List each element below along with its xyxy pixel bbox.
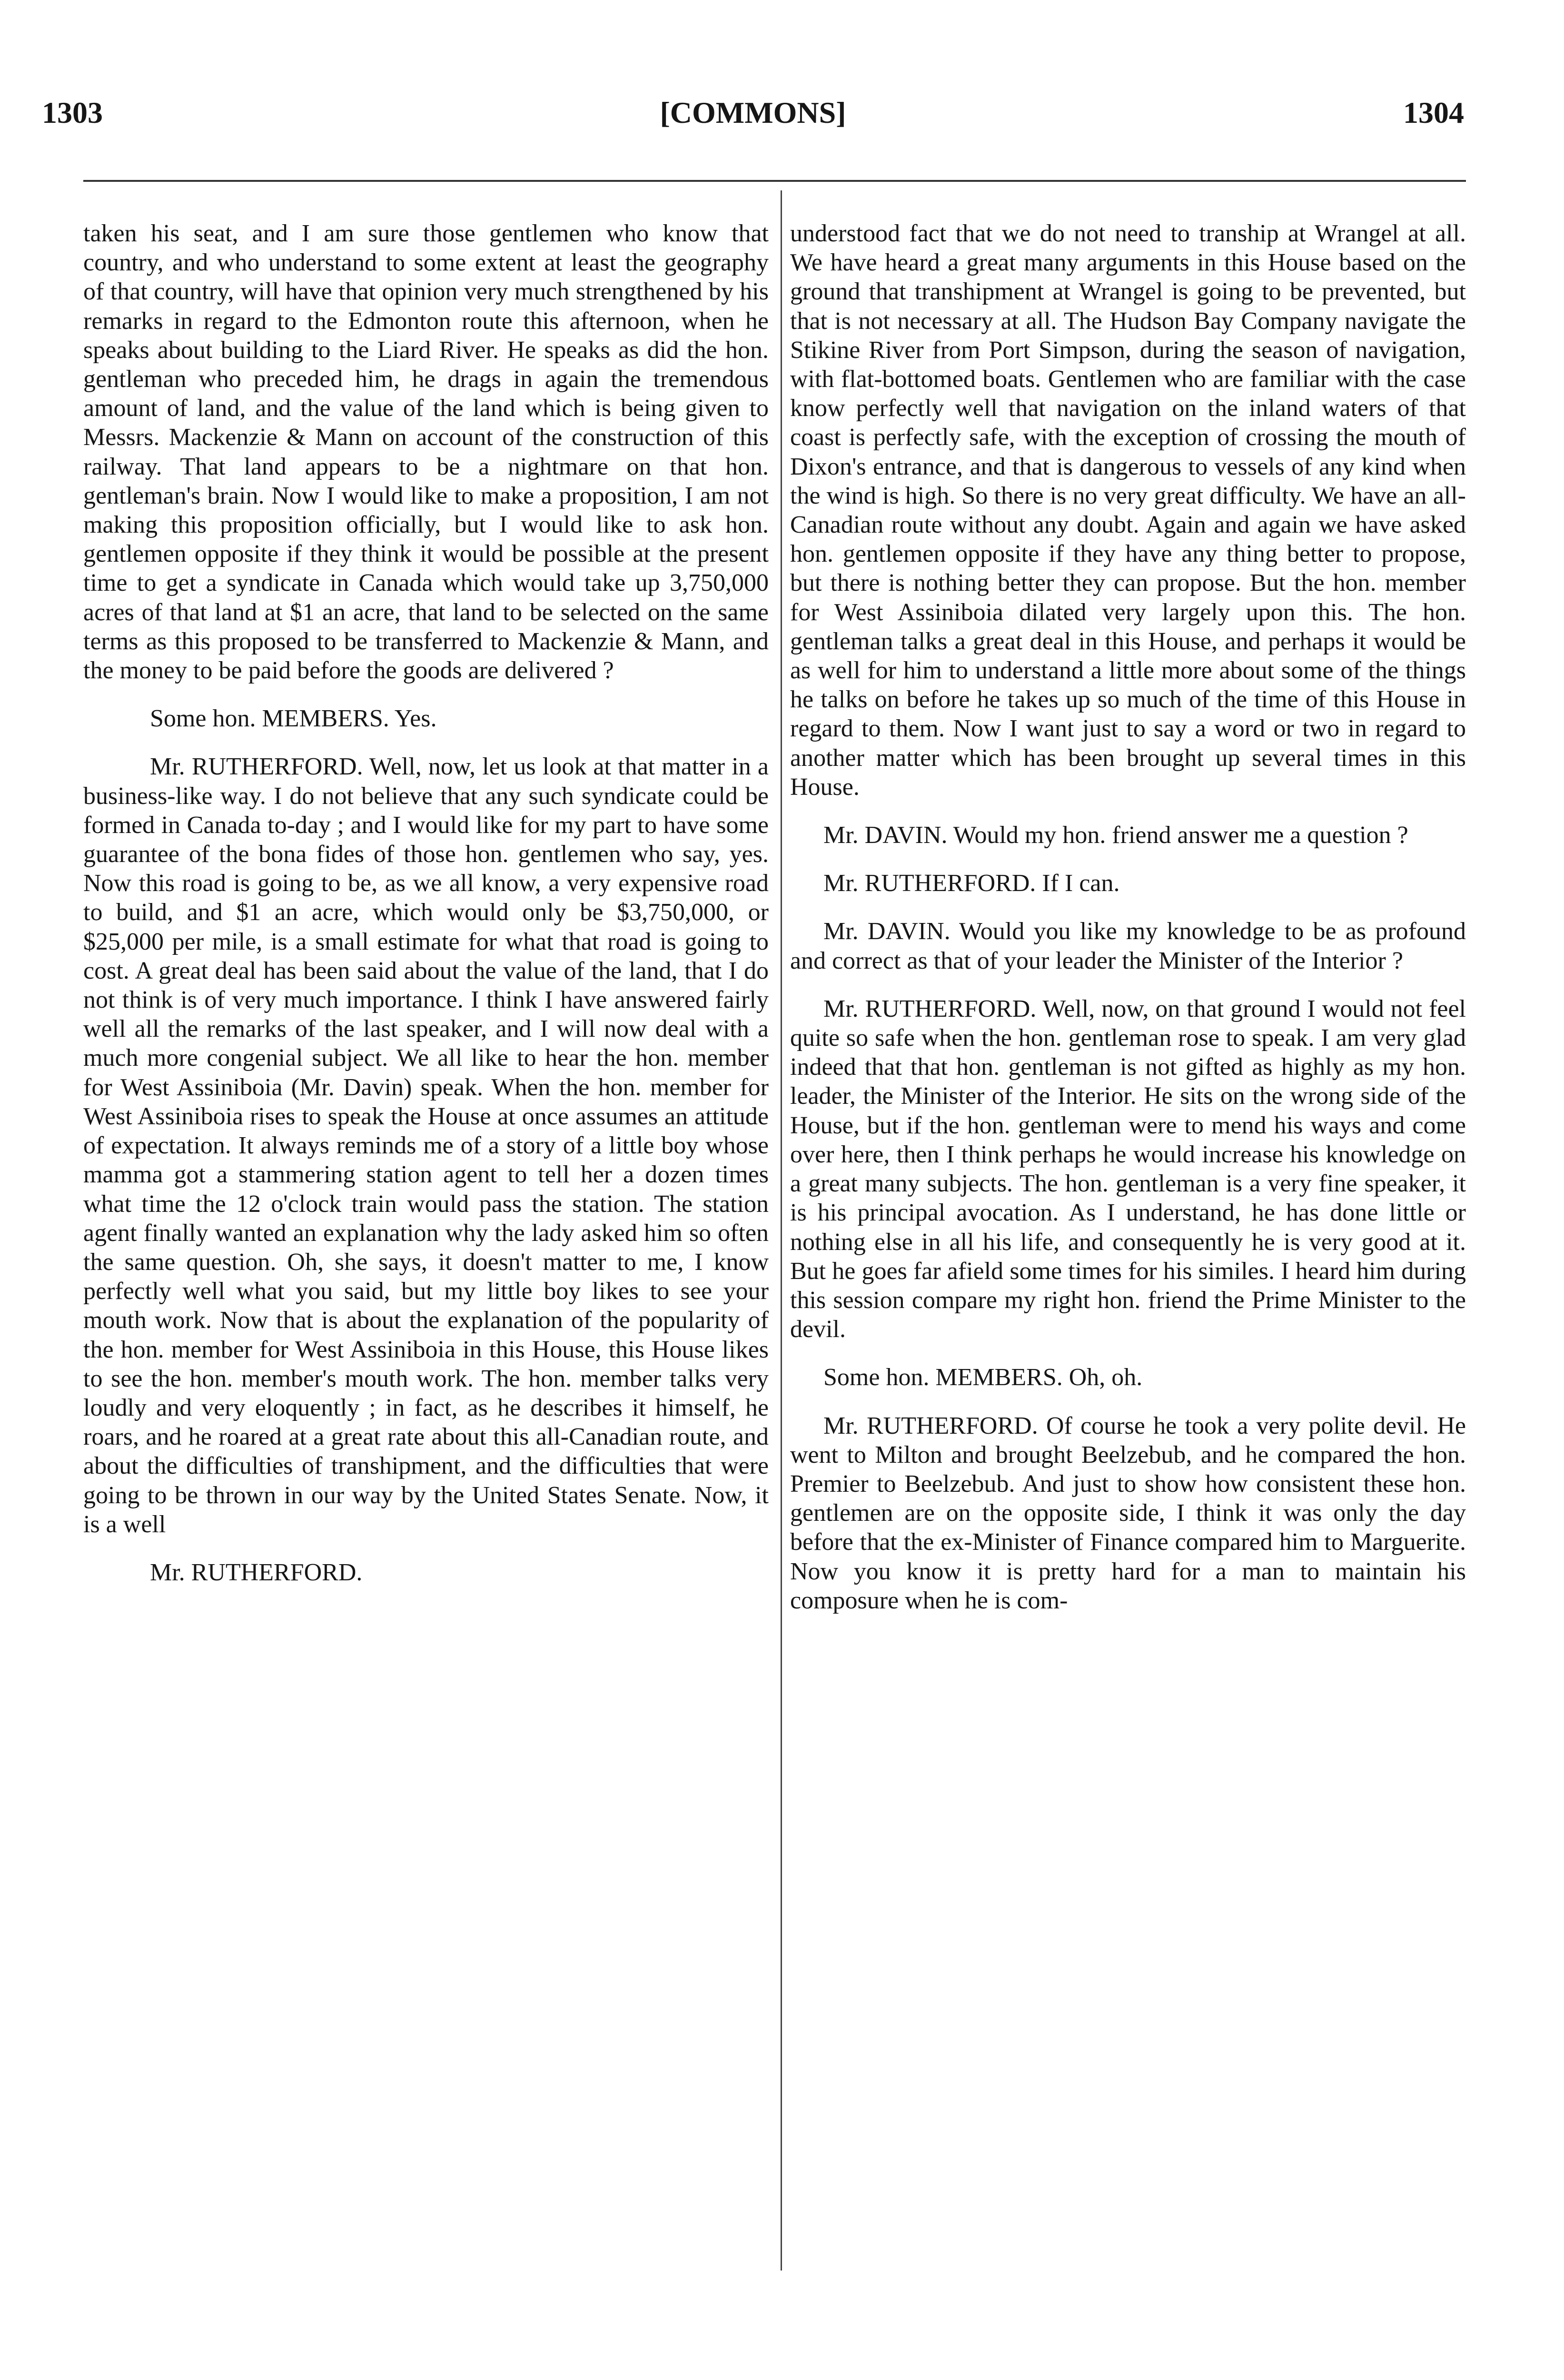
page-number-right: 1304 xyxy=(1403,96,1464,129)
right-paragraph-7: Mr. RUTHERFORD. Of course he took a very polite devil. He went to Milton and brought Beelzebub, and he compared the hon. Premier to Beelzebub. And just to show how consistent these hon. gentlemen are on the opposite side, I think it was only the day before that the ex-Minister of Finance compared him to Marguerite. Now you know it is pretty hard for a man to maintain his composure when he is com- xyxy=(790,1412,1466,1614)
left-paragraph-1: taken his seat, and I am sure those gentlemen who know that country, and who understand to some extent at least the geography of that country, will have that opinion very much strengthened by his remarks in regard to the Edmonton route this afternoon, when he speaks about building to the Liard River. He speaks as did the hon. gentleman who preceded him, he drags in again the tremendous amount of land, and the value of the land which is being given to Messrs. Mackenzie & Mann on account of the construction of this railway. That land appears to be a nightmare on that hon. gentleman's brain. Now I would like to make a proposition, I am not making this proposition officially, but I would like to ask hon. gentlemen opposite if they think it would be possible at the present time to get a syndicate in Canada which would take up 3,750,000 acres of that land at $1 an acre, that land to be selected on the same terms as this proposed to be transferred to Mackenzie & Mann, and the money to be paid before the goods are delivered ? xyxy=(83,220,769,684)
header-rule xyxy=(83,180,1466,182)
right-paragraph-1: understood fact that we do not need to tranship at Wrangel at all. We have heard a great many arguments in this House based on the ground that transhipment at Wrangel is going to be prevented, but that is not necessary at all. The Hudson Bay Company navigate the Stikine River from Port Simpson, during the season of navigation, with flat-bottomed boats. Gentlemen who are familiar with the case know perfectly well that navigation on the inland waters of that coast is perfectly safe, with the exception of crossing the mouth of Dixon's entrance, and that is dangerous to vessels of any kind when the wind is high. So there is no very great difficulty. We have an all-Canadian route without any doubt. Again and again we have asked hon. gentlemen opposite if they have any thing better to propose, but there is nothing better they can propose. But the hon. member for West Assiniboia dilated very largely upon this. The hon. gentleman talks a great deal in this House, and perhaps it would be as well for him to understand a little more about some of the things he talks on before he takes up so much of the time of this House in regard to them. Now I want just to say a word or two in regard to another matter which has been brought up several times in this House. xyxy=(790,220,1466,801)
left-paragraph-3: Mr. RUTHERFORD. Well, now, let us look at that matter in a business-like way. I do not believe that any such syndicate could be formed in Canada to-day ; and I would like for my part to have some guarantee of the bona fides of those hon. gentlemen who say, yes. Now this road is going to be, as we all know, a very expensive road to build, and $1 an acre, which would only be $3,750,000, or $25,000 per mile, is a small estimate for what that road is going to cost. A great deal has been said about the value of the land, that I do not think is of very much importance. I think I have answered fairly well all the remarks of the last speaker, and I will now deal with a much more congenial subject. We all like to hear the hon. member for West Assiniboia (Mr. Davin) speak. When the hon. member for West Assiniboia rises to speak the House at once assumes an attitude of expectation. It always reminds me of a story of a little boy whose mamma got a stammering station agent to tell her a dozen times what time the 12 o'clock train would pass the station. The station agent finally wanted an explanation why the lady asked him so often the same question. Oh, she says, it doesn't matter to me, I know perfectly well what you said, but my little boy likes to see your mouth work. Now that is about the explanation of the popularity of the hon. member for West Assiniboia in this House, this House likes to see the hon. member's mouth work. The hon. member talks very loudly and very eloquently ; in fact, as he describes it himself, he roars, and he roared at a great rate about this all-Canadian route, and about the difficulties of transhipment, and the difficulties that were going to be thrown in our way by the United States Senate. Now, it is a well xyxy=(83,753,769,1538)
right-paragraph-3: Mr. RUTHERFORD. If I can. xyxy=(823,870,1120,897)
right-paragraph-2: Mr. DAVIN. Would my hon. friend answer me a question ? xyxy=(823,822,1408,849)
right-paragraph-4: Mr. DAVIN. Would you like my knowledge to be as profound and correct as that of your leader the Minister of the Interior ? xyxy=(790,918,1466,974)
left-column xyxy=(83,219,769,2380)
left-paragraph-2: Some hon. MEMBERS. Yes. xyxy=(150,705,437,733)
right-column xyxy=(790,219,1466,2380)
right-paragraph-5: Mr. RUTHERFORD. Well, now, on that ground I would not feel quite so safe when the hon. gentleman rose to speak. I am very glad indeed that that hon. gentleman is not gifted as highly as my hon. leader, the Minister of the Interior. He sits on the wrong side of the House, but if the hon. gentleman were to mend his ways and come over here, then I think perhaps he would increase his knowledge on a great many subjects. The hon. gentleman is a very fine speaker, it is his principal avocation. As I understand, he has done little or nothing else in all his life, and consequently he is very good at it. But he goes far afield some times for his similes. I heard him during this session compare my right hon. friend the Prime Minister to the devil. xyxy=(790,995,1466,1343)
page-header xyxy=(42,95,1464,148)
right-paragraph-6: Some hon. MEMBERS. Oh, oh. xyxy=(823,1364,1143,1391)
left-footer-speaker: Mr. RUTHERFORD. xyxy=(150,1558,363,1586)
page-number-left: 1303 xyxy=(42,96,103,129)
column-divider xyxy=(781,190,782,2271)
page-title: [COMMONS] xyxy=(660,96,846,129)
